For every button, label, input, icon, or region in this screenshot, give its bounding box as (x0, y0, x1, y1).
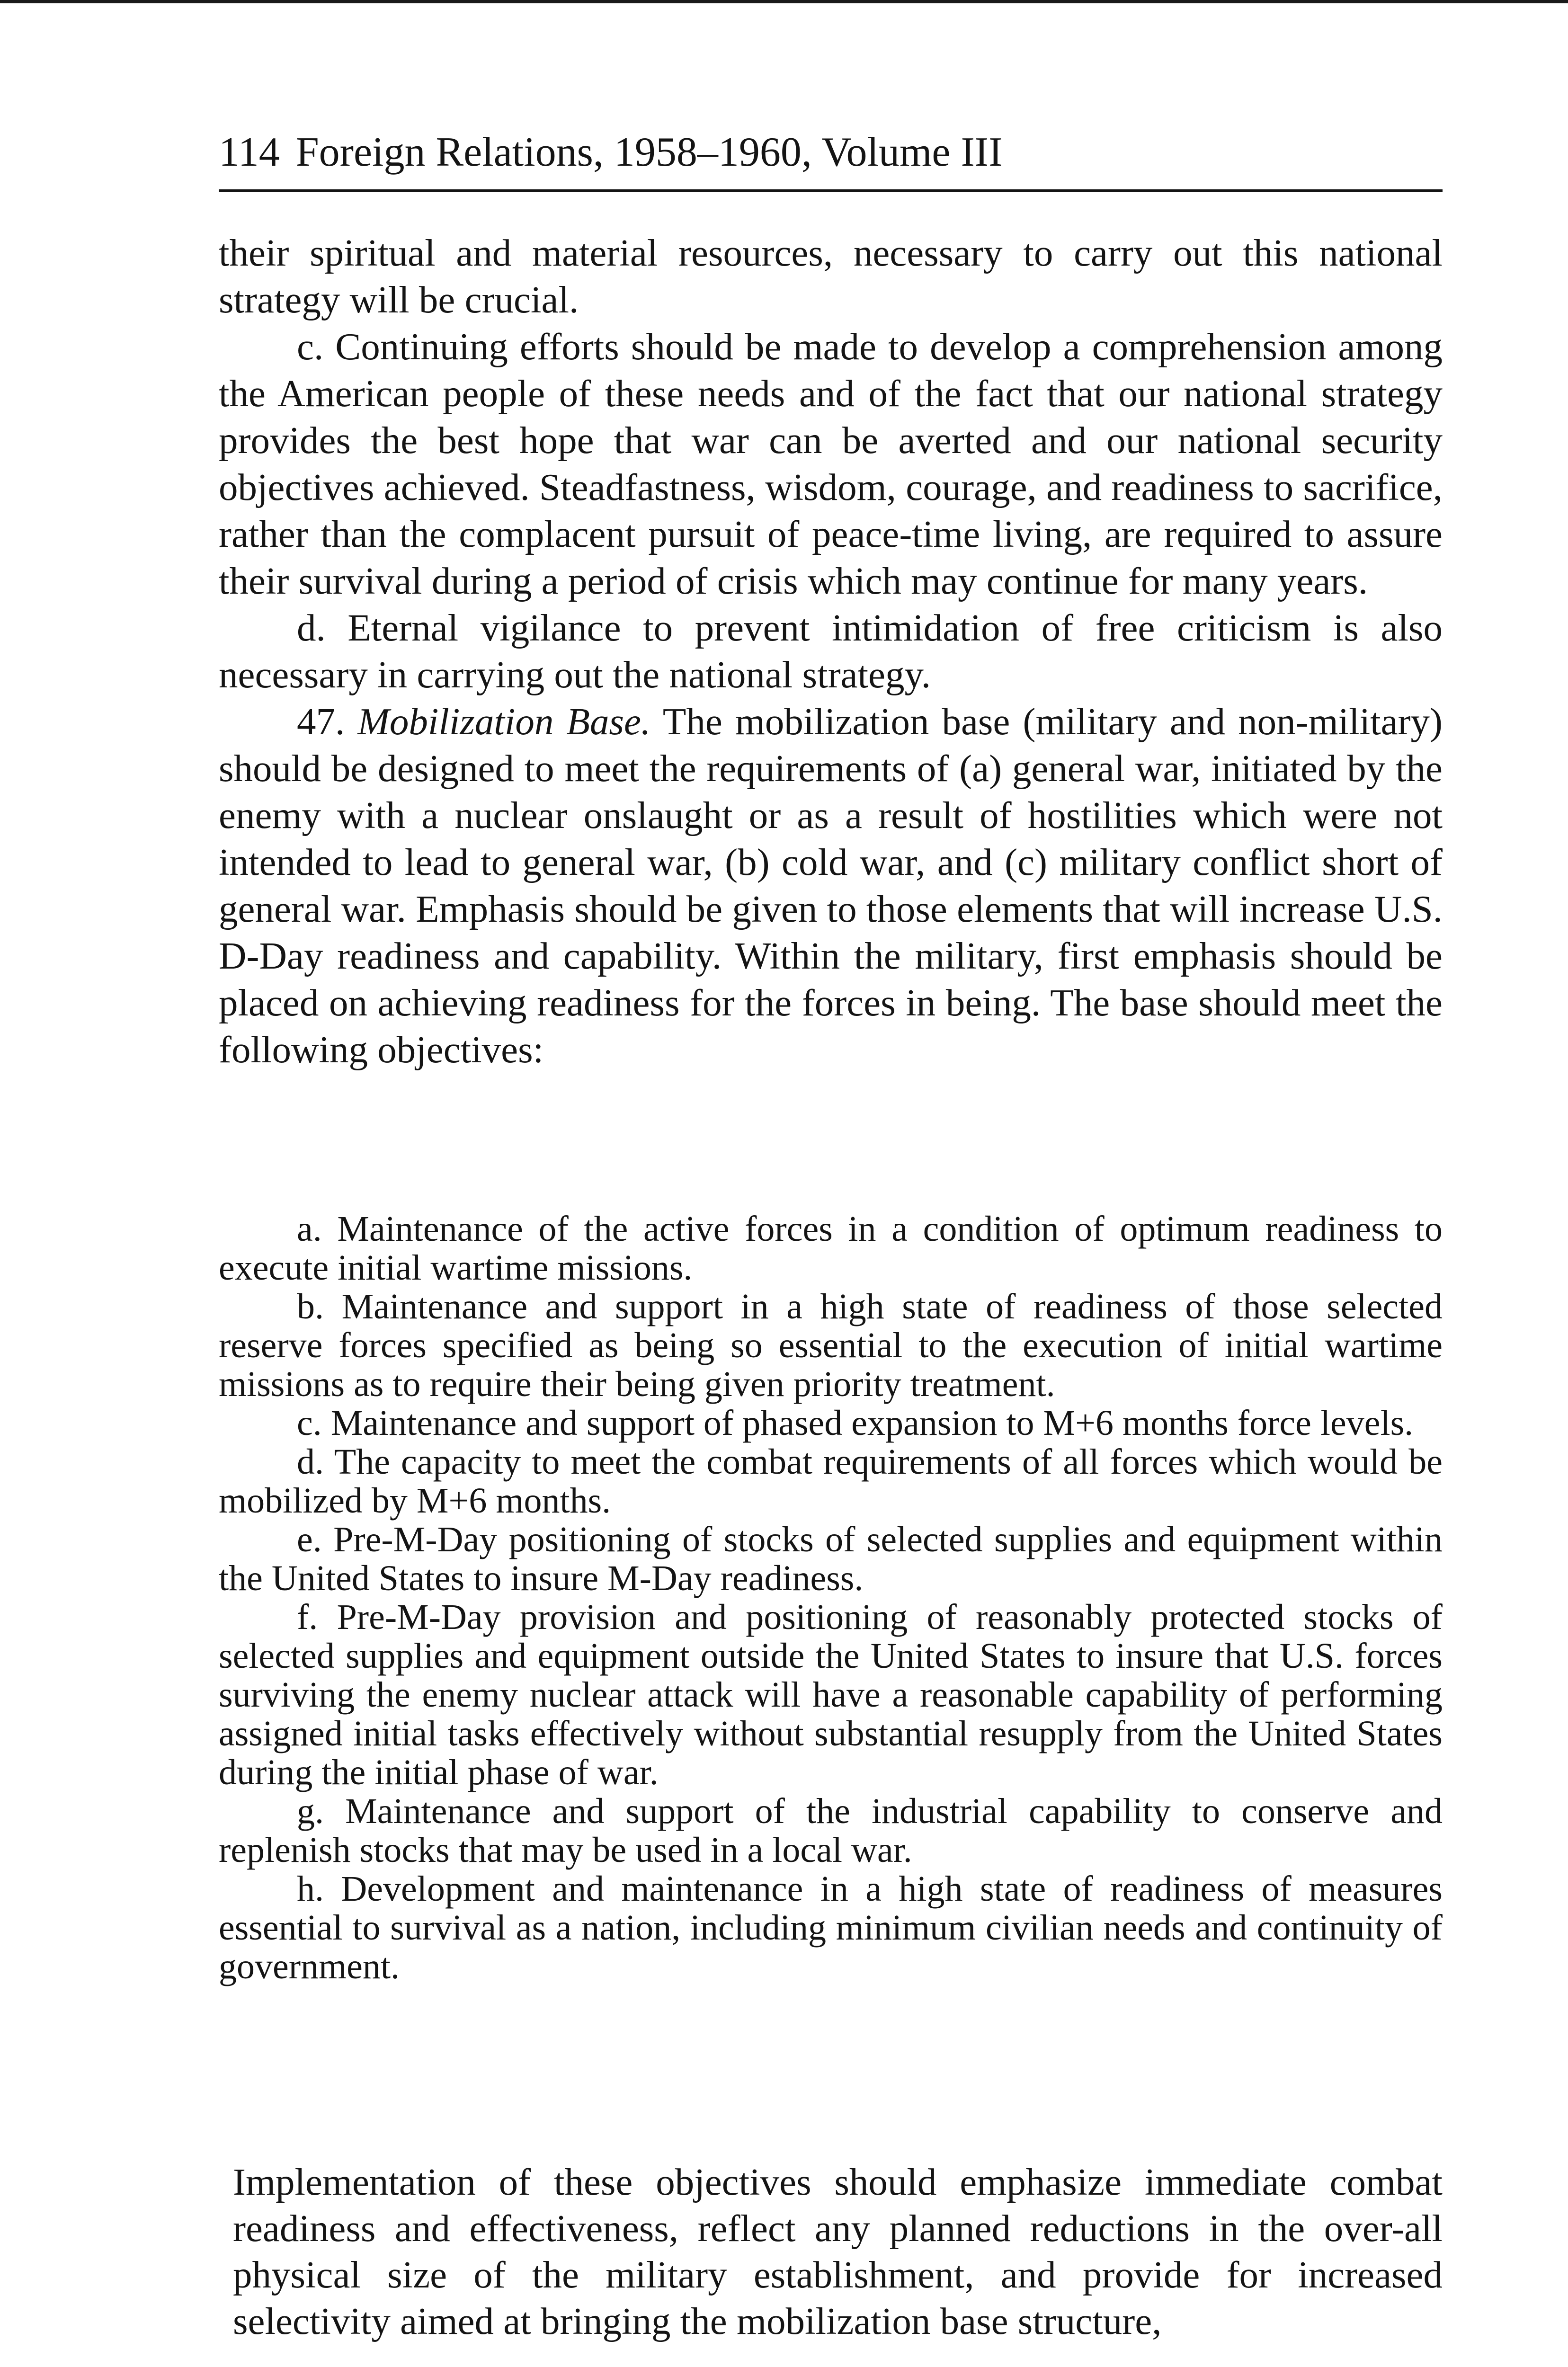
section-heading: Mobilization Base. (357, 700, 651, 743)
continuation-paragraph: their spiritual and material resources, necessary to carry out this national strategy will be crucial. (219, 231, 1443, 321)
paragraph-c: c. Continuing efforts should be made to develop a comprehension among the American people of these needs and of the fact that our national strategy provides the best hope that war can be averted and our national security objectives achieved. Steadfastness, wisdom, courage, and readiness to sacrifice, rather than the complacent pursuit of peace-time living, are required to assure their survival during a period of crisis which may continue for many years. (219, 325, 1443, 602)
objective-e: e. Pre-M-Day positioning of stocks of selected supplies and equipment within the United States to insure M-Day readiness. (219, 1520, 1443, 1598)
objective-a: a. Maintenance of the active forces in a condition of optimum readiness to execute initial wartime missions. (219, 1209, 1443, 1288)
page-number: 114 (219, 129, 280, 175)
objective-d: d. The capacity to meet the combat requirements of all forces which would be mobilized by M+6 months. (219, 1442, 1443, 1521)
section-number: 47. (297, 700, 345, 743)
main-text-lower (233, 2159, 1443, 2344)
main-text-upper (219, 230, 1443, 1073)
header-rule (219, 189, 1443, 192)
top-border-rule (0, 0, 1568, 3)
objective-g: g. Maintenance and support of the industrial capability to conserve and replenish stocks that may be used in a local war. (219, 1791, 1443, 1870)
implementation-paragraph: Implementation of these objectives should emphasize immediate combat readiness and effectiveness, reflect any planned reductions in the over-all physical size of the military establishment, and provide for increased selectivity aimed at bringing the mobilization base structure, (233, 2161, 1443, 2342)
section-text: The mobilization base (military and non-military) should be designed to meet the requirements of (a) general war, initiated by the enemy with a nuclear onslaught or as a result of hostilities which were not intended to lead to general war, (b) cold war, and (c) military conflict short of general war. Emphasis should be given to those elements that will increase U.S. D-Day readiness and capability. Within the military, first emphasis should be placed on achieving readiness for the forces in being. The base should meet the following objectives: (219, 700, 1443, 1071)
running-title: Foreign Relations, 1958–1960, Volume III (295, 129, 1003, 175)
objective-h: h. Development and maintenance in a high state of readiness of measures essential to survival as a nation, including minimum civilian needs and continuity of government. (219, 1869, 1443, 1986)
objectives-list (219, 1210, 1443, 1986)
objective-f: f. Pre-M-Day provision and positioning of reasonably protected stocks of selected supplies and equipment outside the United States to insure that U.S. forces surviving the enemy nuclear attack will have a reasonable capability of performing assigned initial tasks effectively without substantial resupply from the United States during the initial phase of war. (219, 1597, 1443, 1792)
section-47-paragraph (219, 698, 1443, 1073)
objective-c: c. Maintenance and support of phased expansion to M+6 months force levels. (297, 1403, 1414, 1443)
page-header (219, 129, 1443, 176)
objective-b: b. Maintenance and support in a high state of readiness of those selected reserve forces specified as being so essential to the execution of initial wartime missions as to require their being given priority treatment. (219, 1287, 1443, 1404)
paragraph-d: d. Eternal vigilance to prevent intimidation of free criticism is also necessary in carrying out the national strategy. (219, 606, 1443, 696)
